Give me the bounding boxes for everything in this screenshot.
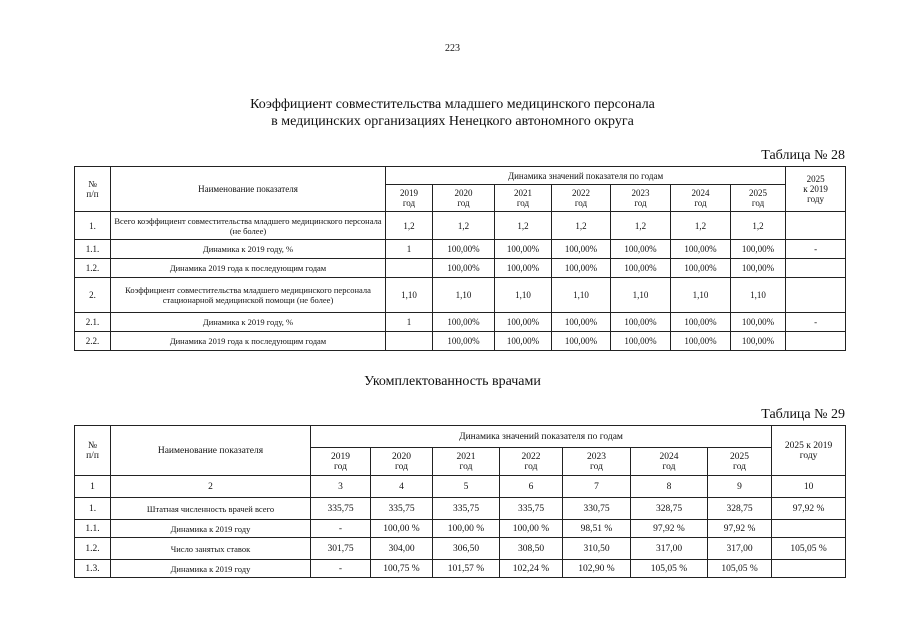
- table-row: [75, 259, 846, 278]
- t28-row-value: 100,00%: [495, 240, 552, 259]
- t28-row-value: 1,2: [552, 212, 611, 240]
- t28-row-name: Всего коэффициент совместительства младшего медицинского персонала (не более): [111, 212, 386, 240]
- t28-row-target: [786, 332, 846, 351]
- t28-row-value: 100,00%: [731, 313, 786, 332]
- table-row: [75, 240, 846, 259]
- t28-row-name: Динамика к 2019 году, %: [111, 313, 386, 332]
- t28-row-value: 100,00%: [731, 240, 786, 259]
- t29-row-value: 301,75: [311, 538, 371, 560]
- t29-row-value: 330,75: [563, 498, 631, 520]
- t29-row-num: 1.2.: [75, 538, 111, 560]
- t29-row-value: 335,75: [371, 498, 433, 520]
- t29-column-number: 10: [772, 476, 846, 498]
- t29-row-value: 102,90 %: [563, 560, 631, 578]
- table-row: [75, 498, 846, 520]
- t29-column-number: 6: [500, 476, 563, 498]
- t28-row-value: 100,00%: [611, 313, 671, 332]
- t29-row-name: Динамика к 2019 году: [111, 520, 311, 538]
- t28-header-year: 2019 год: [386, 185, 433, 212]
- table29-title: Укомплектованность врачами: [364, 374, 541, 389]
- t28-row-value: 1: [386, 313, 433, 332]
- t28-row-value: 100,00%: [433, 259, 495, 278]
- table-row: [75, 538, 846, 560]
- t29-row-value: 308,50: [500, 538, 563, 560]
- t28-row-value: 100,00%: [495, 259, 552, 278]
- t29-header-year: 2020 год: [371, 448, 433, 476]
- t29-row-name: Динамика к 2019 году: [111, 560, 311, 578]
- t28-row-value: 100,00%: [611, 240, 671, 259]
- t28-row-value: 100,00%: [611, 332, 671, 351]
- t29-row-value: 105,05 %: [708, 560, 772, 578]
- t28-row-value: 1,2: [611, 212, 671, 240]
- t29-row-value: 306,50: [433, 538, 500, 560]
- t28-row-value: 1,2: [433, 212, 495, 240]
- t29-row-num: 1.3.: [75, 560, 111, 578]
- table28-title-line2: в медицинских организациях Ненецкого автономного округа: [271, 114, 634, 129]
- t28-row-value: 100,00%: [611, 259, 671, 278]
- t28-row-value: 1,2: [386, 212, 433, 240]
- t28-row-num: 2.: [75, 278, 111, 313]
- t29-row-value: 328,75: [708, 498, 772, 520]
- t28-row-value: 100,00%: [671, 240, 731, 259]
- t29-row-value: 102,24 %: [500, 560, 563, 578]
- t28-row-value: 100,00%: [552, 332, 611, 351]
- t29-row-value: 100,00 %: [371, 520, 433, 538]
- table28: [74, 166, 846, 351]
- t28-row-num: 2.1.: [75, 313, 111, 332]
- t28-row-target: [786, 212, 846, 240]
- t29-row-num: 1.1.: [75, 520, 111, 538]
- t29-row-target: 105,05 %: [772, 538, 846, 560]
- t28-row-num: 1.1.: [75, 240, 111, 259]
- table-row: [75, 212, 846, 240]
- t28-header-year: 2022 год: [552, 185, 611, 212]
- t29-row-value: 335,75: [500, 498, 563, 520]
- t28-header-year: 2023 год: [611, 185, 671, 212]
- t28-row-value: [386, 332, 433, 351]
- t28-row-value: 1,2: [671, 212, 731, 240]
- t29-header-num: № п/п: [75, 426, 111, 476]
- t29-header-name: Наименование показателя: [111, 426, 311, 476]
- t28-row-value: 100,00%: [552, 313, 611, 332]
- t28-header-year: 2021 год: [495, 185, 552, 212]
- t28-row-value: 100,00%: [552, 240, 611, 259]
- t28-row-target: [786, 278, 846, 313]
- table28-title: [0, 96, 905, 130]
- t28-row-value: 100,00%: [495, 313, 552, 332]
- t28-row-name: Коэффициент совместительства младшего медицинского персонала стационарной медицинской помощи (не более): [111, 278, 386, 313]
- table-row: [75, 332, 846, 351]
- table28-title-line1: Коэффициент совместительства младшего медицинского персонала: [250, 97, 655, 112]
- t28-row-value: 100,00%: [731, 332, 786, 351]
- t28-row-value: 1,2: [495, 212, 552, 240]
- t29-header-year: 2025 год: [708, 448, 772, 476]
- t28-row-value: 100,00%: [671, 313, 731, 332]
- t28-row-value: 100,00%: [671, 259, 731, 278]
- t28-header-year: 2025 год: [731, 185, 786, 212]
- table-row: [75, 520, 846, 538]
- t28-header-target: 2025 к 2019 году: [786, 167, 846, 212]
- t29-row-value: 328,75: [631, 498, 708, 520]
- t29-header-target: 2025 к 2019 году: [772, 426, 846, 476]
- t29-row-value: 317,00: [631, 538, 708, 560]
- table-row: [75, 278, 846, 313]
- t29-header-year: 2021 год: [433, 448, 500, 476]
- t29-row-value: -: [311, 560, 371, 578]
- t28-header-num: № п/п: [75, 167, 111, 212]
- table29: [74, 425, 846, 578]
- t29-row-target: [772, 520, 846, 538]
- t28-row-value: 1,10: [495, 278, 552, 313]
- t29-row-name: Штатная численность врачей всего: [111, 498, 311, 520]
- t28-row-name: Динамика 2019 года к последующим годам: [111, 259, 386, 278]
- t29-row-value: 100,00 %: [500, 520, 563, 538]
- t28-row-num: 1.: [75, 212, 111, 240]
- t28-row-value: [386, 259, 433, 278]
- t29-header-year: 2024 год: [631, 448, 708, 476]
- t29-row-value: 304,00: [371, 538, 433, 560]
- t28-row-value: 100,00%: [731, 259, 786, 278]
- t29-row-value: 335,75: [433, 498, 500, 520]
- table29-label: Таблица № 29: [761, 407, 845, 422]
- t28-row-name: Динамика 2019 года к последующим годам: [111, 332, 386, 351]
- t28-row-value: 100,00%: [671, 332, 731, 351]
- t28-row-value: 100,00%: [433, 240, 495, 259]
- t29-row-value: 105,05 %: [631, 560, 708, 578]
- table-row: [75, 560, 846, 578]
- t28-row-value: 1: [386, 240, 433, 259]
- t28-row-value: 1,2: [731, 212, 786, 240]
- table28-label: Таблица № 28: [761, 148, 845, 163]
- t28-row-value: 1,10: [552, 278, 611, 313]
- t28-header-dynamics: Динамика значений показателя по годам: [386, 167, 786, 185]
- t28-header-name: Наименование показателя: [111, 167, 386, 212]
- t28-row-num: 2.2.: [75, 332, 111, 351]
- t29-header-dynamics: Динамика значений показателя по годам: [311, 426, 772, 448]
- t28-header-year: 2024 год: [671, 185, 731, 212]
- t29-row-value: 335,75: [311, 498, 371, 520]
- t29-row-name: Число занятых ставок: [111, 538, 311, 560]
- t29-row-value: 97,92 %: [631, 520, 708, 538]
- t29-row-target: 97,92 %: [772, 498, 846, 520]
- t29-row-num: 1.: [75, 498, 111, 520]
- t29-column-number: 5: [433, 476, 500, 498]
- t28-row-target: [786, 259, 846, 278]
- t29-column-number: 8: [631, 476, 708, 498]
- t29-row-value: 100,00 %: [433, 520, 500, 538]
- t28-row-target: -: [786, 313, 846, 332]
- t29-row-value: 97,92 %: [708, 520, 772, 538]
- table-row: [75, 313, 846, 332]
- t28-row-value: 1,10: [671, 278, 731, 313]
- t28-row-name: Динамика к 2019 году, %: [111, 240, 386, 259]
- t29-row-value: 317,00: [708, 538, 772, 560]
- t28-row-value: 1,10: [433, 278, 495, 313]
- t29-header-year: 2022 год: [500, 448, 563, 476]
- t29-row-value: 98,51 %: [563, 520, 631, 538]
- t29-column-number: 1: [75, 476, 111, 498]
- t29-row-target: [772, 560, 846, 578]
- t29-row-value: 310,50: [563, 538, 631, 560]
- t29-header-year: 2023 год: [563, 448, 631, 476]
- t29-column-number: 2: [111, 476, 311, 498]
- t28-row-value: 1,10: [386, 278, 433, 313]
- t28-header-year: 2020 год: [433, 185, 495, 212]
- t28-row-value: 100,00%: [495, 332, 552, 351]
- t29-row-value: 101,57 %: [433, 560, 500, 578]
- t29-column-number: 3: [311, 476, 371, 498]
- t28-row-target: -: [786, 240, 846, 259]
- t28-row-value: 1,10: [611, 278, 671, 313]
- t29-column-number: 7: [563, 476, 631, 498]
- t28-row-value: 100,00%: [433, 313, 495, 332]
- t29-row-value: 100,75 %: [371, 560, 433, 578]
- t29-header-year: 2019 год: [311, 448, 371, 476]
- t28-row-value: 100,00%: [552, 259, 611, 278]
- page-number: 223: [445, 43, 460, 54]
- t28-row-value: 1,10: [731, 278, 786, 313]
- t29-row-value: -: [311, 520, 371, 538]
- t28-row-num: 1.2.: [75, 259, 111, 278]
- t29-column-number: 4: [371, 476, 433, 498]
- t29-column-number: 9: [708, 476, 772, 498]
- t28-row-value: 100,00%: [433, 332, 495, 351]
